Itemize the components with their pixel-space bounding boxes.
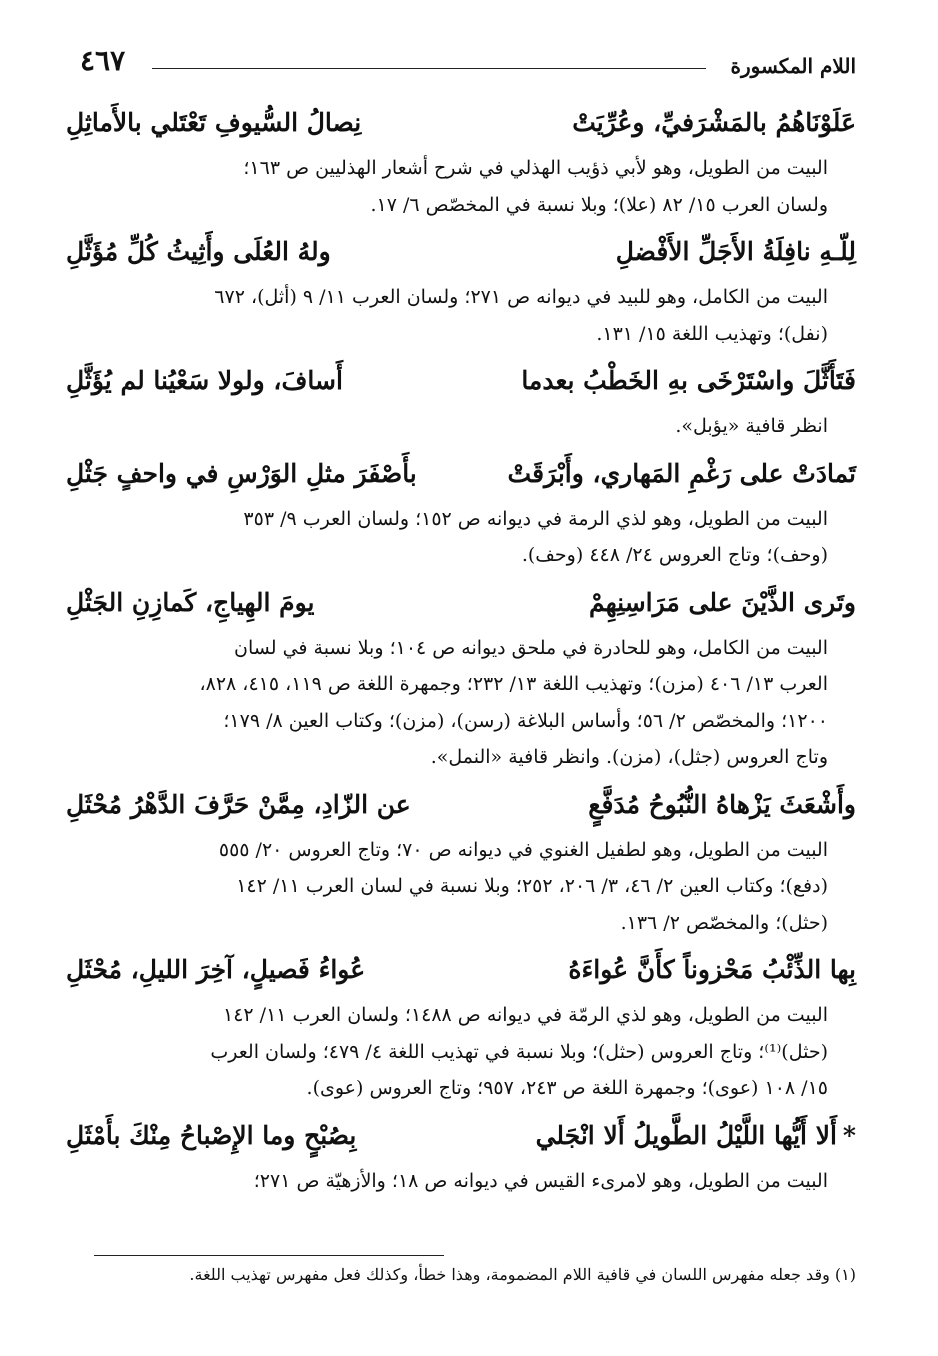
commentary-line: انظر قافية «يؤبل». bbox=[675, 415, 828, 437]
first-hemistich: بِها الذِّئْبُ مَحْزوناً كأَنَّ عُواءَهُ bbox=[568, 955, 856, 984]
page-body bbox=[66, 96, 856, 1201]
commentary-line: (وحف)؛ وتاج العروس ٢٤/ ٤٤٨ (وحف). bbox=[521, 544, 828, 566]
second-hemistich: ولهُ العُلَى وأَثِيثُ كُلِّ مُؤَثَّلِ bbox=[66, 237, 331, 266]
verse-line bbox=[66, 96, 856, 150]
page-number: ٤٦٧ bbox=[80, 44, 126, 77]
header-rule bbox=[152, 68, 706, 69]
commentary bbox=[66, 630, 856, 776]
verse-line bbox=[66, 943, 856, 997]
commentary-line: البيت من الكامل، وهو للحادرة في ملحق ديوانه ص ١٠٤؛ وبلا نسبة في لسان bbox=[234, 636, 828, 659]
commentary-line: البيت من الطويل، وهو لامرىء القيس في ديوانه ص ١٨؛ والأزهيّة ص ٢٧١؛ bbox=[253, 1169, 828, 1192]
verse-line bbox=[66, 447, 856, 501]
commentary bbox=[66, 832, 856, 942]
first-hemistich: وأَشْعَثَ يَزْهاهُ النُّبُوحُ مُدَفَّعٍ bbox=[588, 789, 856, 819]
commentary-line: ١٢٠٠؛ والمخصّص ٢/ ٥٦؛ وأساس البلاغة (رسن)، (مزن)؛ وكتاب العين ٨/ ١٧٩؛ bbox=[223, 709, 828, 732]
first-hemistich: لِلّـهِ نافِلَةُ الأَجَلِّ الأَفْضلِ bbox=[615, 237, 856, 266]
verse-line bbox=[66, 778, 856, 832]
commentary-line: (نفل)؛ وتهذيب اللغة ١٥/ ١٣١. bbox=[596, 322, 828, 345]
commentary bbox=[66, 1163, 856, 1200]
commentary-line: ١٥/ ١٠٨ (عوى)؛ وجمهرة اللغة ص ٢٤٣، ٩٥٧؛ وتاج العروس (عوى). bbox=[306, 1077, 828, 1099]
first-hemistich: تَمادَتْ على رَغْمِ المَهاري، وأَبْرَقَتْ bbox=[507, 458, 856, 488]
chapter-title: اللام المكسورة bbox=[730, 54, 856, 78]
first-hemistich: عَلَوْنَاهُمُ بالمَشْرَفيِّ، وعُرِّيَتْ bbox=[572, 108, 856, 137]
second-hemistich: عن الزّادِ، مِمَّنْ حَرَّفَ الدَّهْرُ مُحْثَلِ bbox=[66, 789, 411, 819]
commentary-line: البيت من الطويل، وهو لطفيل الغنوي في ديوانه ص ٧٠؛ وتاج العروس ٢٠/ ٥٥٥ bbox=[218, 838, 828, 861]
commentary-line: ولسان العرب ١٥/ ٨٢ (علا)؛ وبلا نسبة في المخصّص ٦/ ١٧. bbox=[370, 193, 828, 216]
first-hemistich bbox=[536, 1109, 856, 1163]
commentary-line: البيت من الطويل، وهو لذي الرمة في ديوانه ص ١٥٢؛ ولسان العرب ٩/ ٣٥٣ bbox=[243, 507, 828, 530]
commentary-line: البيت من الكامل، وهو للبيد في ديوانه ص ٢٧١؛ ولسان العرب ١١/ ٩ (أثل)، ٦٧٢ bbox=[214, 286, 828, 308]
second-hemistich: نِصالُ السُّيوفِ تَعْتَلي بالأَماثِلِ bbox=[66, 108, 362, 137]
second-hemistich: بأَصْفَرَ مثلِ الوَرْسِ في واحفٍ جَثْلِ bbox=[66, 458, 417, 488]
second-hemistich: بِصُبْحٍ وما الإِصْباحُ مِنْكَ بأَمْثَلِ bbox=[66, 1120, 357, 1150]
commentary-line: وتاج العروس (جثل)، (مزن). وانظر قافية «النمل». bbox=[430, 746, 828, 768]
commentary-line: البيت من الطويل، وهو لأبي ذؤيب الهذلي في شرح أشعار الهذليين ص ١٦٣؛ bbox=[243, 157, 828, 179]
commentary bbox=[66, 279, 856, 352]
commentary-line: (دفع)؛ وكتاب العين ٢/ ٤٦، ٣/ ٢٠٦، ٢٥٢؛ وبلا نسبة في لسان العرب ١١/ ١٤٢ bbox=[236, 875, 828, 897]
commentary-line: البيت من الطويل، وهو لذي الرمّة في ديوانه ص ١٤٨٨؛ ولسان العرب ١١/ ١٤٢ bbox=[223, 1004, 828, 1026]
verse-line bbox=[66, 225, 856, 279]
commentary bbox=[66, 997, 856, 1107]
commentary bbox=[66, 150, 856, 223]
verse-line bbox=[66, 576, 856, 630]
commentary-line: (حثل)؛ والمخصّص ٢/ ١٣٦. bbox=[620, 911, 828, 934]
second-hemistich: يومَ الهِياجِ، كَمازِنِ الجَثْلِ bbox=[66, 587, 315, 617]
footnote-rule bbox=[94, 1255, 444, 1256]
commentary-line: العرب ١٣/ ٤٠٦ (مزن)؛ وتهذيب اللغة ١٣/ ٢٣٢؛ وجمهرة اللغة ص ١١٩، ٤١٥، ٨٢٨، bbox=[199, 673, 828, 695]
second-hemistich: أَسافَ، ولولا سَعْيُنا لم يُؤَثَّلِ bbox=[66, 366, 343, 395]
commentary-line: (حثل)⁽¹⁾؛ وتاج العروس (حثل)؛ وبلا نسبة في تهذيب اللغة ٤/ ٤٧٩؛ ولسان العرب bbox=[210, 1040, 828, 1063]
second-hemistich: عُواءُ فَصيلٍ، آخِرَ الليلِ، مُحْثَلِ bbox=[66, 955, 366, 984]
first-hemistich: وتَرى الذَّيْنَ على مَرَاسِنِهِمْ bbox=[589, 587, 856, 617]
commentary bbox=[66, 408, 856, 445]
first-hemistich: فَتَأَثَّلَ واسْتَرْخَى بهِ الخَطْبُ بعدما bbox=[521, 366, 856, 395]
verse-line bbox=[66, 354, 856, 408]
first-hemistich-text: أَلا أَيُّها اللَّيْلُ الطَّويلُ أَلا انْجَلي bbox=[535, 1120, 837, 1150]
footnote: (١) وقد جعله مفهرس اللسان في قافية اللام المضمومة، وهذا خطأ، وكذلك فعل مفهرس تهذيب اللغة. bbox=[189, 1265, 856, 1284]
commentary bbox=[66, 501, 856, 574]
asterisk-marker: * bbox=[842, 1120, 856, 1150]
running-header bbox=[80, 44, 856, 84]
verse-line bbox=[66, 1109, 856, 1163]
